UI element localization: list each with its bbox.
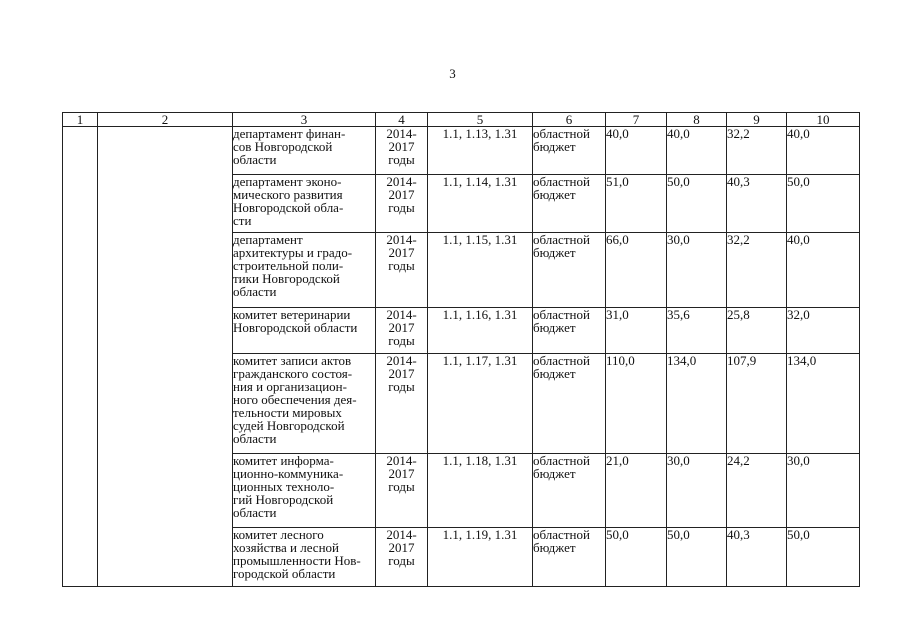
department-cell-line: ционных техноло- (233, 479, 335, 494)
department-cell (233, 528, 376, 587)
period-cell-line: 2014- (386, 527, 417, 542)
value-10-cell: 50,0 (787, 528, 860, 587)
source-cell (533, 454, 606, 528)
value-10-cell: 40,0 (787, 233, 860, 308)
department-cell-line: судей Новгородской (233, 418, 345, 433)
department-cell-line: области (233, 284, 277, 299)
department-cell (233, 175, 376, 233)
column-header: 10 (787, 113, 860, 127)
column-header: 5 (428, 113, 533, 127)
department-cell-line: Новгородской области (233, 320, 358, 335)
department-cell-line: области (233, 431, 277, 446)
period-cell-line: 2014- (386, 232, 417, 247)
column-header: 8 (667, 113, 727, 127)
period-cell-line: годы (388, 479, 415, 494)
period-cell-line: 2014- (386, 174, 417, 189)
source-cell (533, 528, 606, 587)
source-cell (533, 127, 606, 175)
period-cell (376, 175, 428, 233)
period-cell-line: 2017 (388, 466, 415, 481)
period-cell (376, 308, 428, 354)
period-cell-line: 2017 (388, 320, 415, 335)
department-cell-line: области (233, 505, 277, 520)
table-body (63, 127, 860, 587)
value-10-cell: 134,0 (787, 354, 860, 454)
period-cell-line: 2014- (386, 126, 417, 141)
page-number: 3 (449, 66, 456, 81)
period-cell-line: годы (388, 379, 415, 394)
department-cell-line: тики Новгородской (233, 271, 340, 286)
department-cell (233, 354, 376, 454)
period-cell (376, 454, 428, 528)
col-2-cell (98, 127, 233, 587)
period-cell-line: годы (388, 333, 415, 348)
department-cell-line: хозяйства и лесной (233, 540, 339, 555)
items-cell: 1.1, 1.17, 1.31 (428, 354, 533, 454)
budget-table (62, 112, 860, 587)
items-cell: 1.1, 1.15, 1.31 (428, 233, 533, 308)
department-cell (233, 233, 376, 308)
period-cell-line: годы (388, 553, 415, 568)
value-7-cell: 110,0 (606, 354, 667, 454)
department-cell-line: департамент эконо- (233, 174, 342, 189)
value-9-cell: 32,2 (727, 233, 787, 308)
source-cell-line: областной (533, 527, 590, 542)
department-cell-line: департамент финан- (233, 126, 346, 141)
department-cell-line: ционно-коммуника- (233, 466, 344, 481)
department-cell-line: сти (233, 213, 252, 228)
period-cell (376, 528, 428, 587)
value-10-cell: 32,0 (787, 308, 860, 354)
items-cell: 1.1, 1.14, 1.31 (428, 175, 533, 233)
department-cell-line: строительной поли- (233, 258, 344, 273)
period-cell-line: годы (388, 200, 415, 215)
value-8-cell: 40,0 (667, 127, 727, 175)
department-cell (233, 454, 376, 528)
source-cell-line: областной (533, 307, 590, 322)
source-cell (533, 308, 606, 354)
column-header: 7 (606, 113, 667, 127)
source-cell-line: бюджет (533, 187, 576, 202)
department-cell-line: комитет записи актов (233, 353, 352, 368)
col-1-cell (63, 127, 98, 587)
value-9-cell: 40,3 (727, 528, 787, 587)
value-8-cell: 35,6 (667, 308, 727, 354)
value-7-cell: 40,0 (606, 127, 667, 175)
source-cell-line: областной (533, 353, 590, 368)
department-cell-line: сов Новгородской (233, 139, 333, 154)
source-cell-line: областной (533, 453, 590, 468)
value-7-cell: 50,0 (606, 528, 667, 587)
header-row (63, 113, 860, 127)
source-cell-line: бюджет (533, 139, 576, 154)
source-cell-line: бюджет (533, 245, 576, 260)
source-cell-line: бюджет (533, 540, 576, 555)
source-cell-line: бюджет (533, 466, 576, 481)
period-cell-line: 2017 (388, 187, 415, 202)
department-cell-line: комитет ветеринарии (233, 307, 351, 322)
period-cell (376, 127, 428, 175)
value-8-cell: 30,0 (667, 454, 727, 528)
value-8-cell: 50,0 (667, 175, 727, 233)
table-row (63, 127, 860, 175)
department-cell-line: области (233, 152, 277, 167)
column-header: 3 (233, 113, 376, 127)
period-cell-line: 2014- (386, 453, 417, 468)
value-7-cell: 21,0 (606, 454, 667, 528)
period-cell (376, 233, 428, 308)
period-cell-line: годы (388, 152, 415, 167)
value-9-cell: 32,2 (727, 127, 787, 175)
department-cell-line: архитектуры и градо- (233, 245, 353, 260)
source-cell-line: бюджет (533, 366, 576, 381)
value-8-cell: 134,0 (667, 354, 727, 454)
value-10-cell: 40,0 (787, 127, 860, 175)
period-cell-line: 2014- (386, 307, 417, 322)
value-9-cell: 25,8 (727, 308, 787, 354)
column-header: 4 (376, 113, 428, 127)
department-cell-line: мического развития (233, 187, 343, 202)
column-header: 9 (727, 113, 787, 127)
department-cell (233, 127, 376, 175)
period-cell-line: 2017 (388, 366, 415, 381)
department-cell-line: тельности мировых (233, 405, 342, 420)
period-cell (376, 354, 428, 454)
source-cell-line: областной (533, 232, 590, 247)
value-7-cell: 66,0 (606, 233, 667, 308)
department-cell-line: комитет информа- (233, 453, 334, 468)
source-cell (533, 354, 606, 454)
source-cell-line: бюджет (533, 320, 576, 335)
column-header: 1 (63, 113, 98, 127)
department-cell-line: ного обеспечения дея- (233, 392, 357, 407)
period-cell-line: 2014- (386, 353, 417, 368)
department-cell (233, 308, 376, 354)
value-8-cell: 30,0 (667, 233, 727, 308)
items-cell: 1.1, 1.18, 1.31 (428, 454, 533, 528)
column-header: 6 (533, 113, 606, 127)
source-cell-line: областной (533, 126, 590, 141)
value-9-cell: 24,2 (727, 454, 787, 528)
items-cell: 1.1, 1.19, 1.31 (428, 528, 533, 587)
department-cell-line: комитет лесного (233, 527, 324, 542)
department-cell-line: гражданского состоя- (233, 366, 353, 381)
value-10-cell: 50,0 (787, 175, 860, 233)
department-cell-line: гий Новгородской (233, 492, 334, 507)
source-cell-line: областной (533, 174, 590, 189)
value-9-cell: 40,3 (727, 175, 787, 233)
value-9-cell: 107,9 (727, 354, 787, 454)
source-cell (533, 233, 606, 308)
period-cell-line: 2017 (388, 139, 415, 154)
value-7-cell: 51,0 (606, 175, 667, 233)
period-cell-line: 2017 (388, 245, 415, 260)
department-cell-line: Новгородской обла- (233, 200, 344, 215)
value-8-cell: 50,0 (667, 528, 727, 587)
department-cell-line: городской области (233, 566, 336, 581)
source-cell (533, 175, 606, 233)
value-7-cell: 31,0 (606, 308, 667, 354)
column-header: 2 (98, 113, 233, 127)
department-cell-line: ния и организацион- (233, 379, 347, 394)
department-cell-line: департамент (233, 232, 303, 247)
value-10-cell: 30,0 (787, 454, 860, 528)
department-cell-line: промышленности Нов- (233, 553, 361, 568)
period-cell-line: годы (388, 258, 415, 273)
items-cell: 1.1, 1.13, 1.31 (428, 127, 533, 175)
period-cell-line: 2017 (388, 540, 415, 555)
items-cell: 1.1, 1.16, 1.31 (428, 308, 533, 354)
